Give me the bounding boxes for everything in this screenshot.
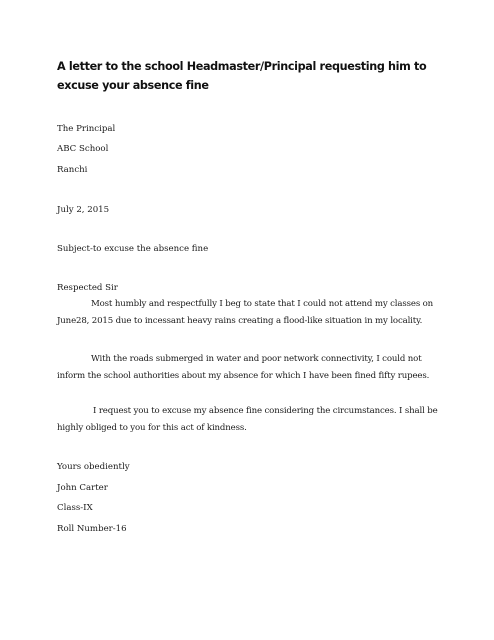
letter-salutation: Respected Sir	[57, 283, 118, 293]
recipient-line-2: ABC School	[57, 144, 109, 154]
body-paragraph-1	[57, 296, 442, 330]
letter-title: A letter to the school Headmaster/Principal requesting him to excuse your absence fine	[57, 60, 427, 92]
sender-name: John Carter	[57, 483, 108, 493]
letter-closing: Yours obediently	[57, 462, 130, 472]
letter-subject: Subject-to excuse the absence fine	[57, 244, 209, 254]
body-paragraph-2-text: With the roads submerged in water and poor network connectivity, I could not inform the school authorities about my absence for which I have been fined fifty rupees.	[57, 354, 430, 381]
sender-roll-number: Roll Number-16	[57, 524, 127, 534]
body-paragraph-2	[57, 351, 442, 385]
body-paragraph-1-text: Most humbly and respectfully I beg to state that I could not attend my classes on June28, 2015 due to incessant heavy rains creating a flood-like situation in my locality.	[57, 299, 434, 326]
letter-date: July 2, 2015	[57, 205, 110, 215]
body-paragraph-3	[57, 403, 442, 437]
body-paragraph-3-text: I request you to excuse my absence fine considering the circumstances. I shall be highly obliged to you for this act of kindness.	[57, 406, 438, 433]
recipient-line-3: Ranchi	[57, 165, 88, 175]
sender-class: Class-IX	[57, 503, 93, 513]
recipient-line-1: The Principal	[57, 124, 116, 134]
